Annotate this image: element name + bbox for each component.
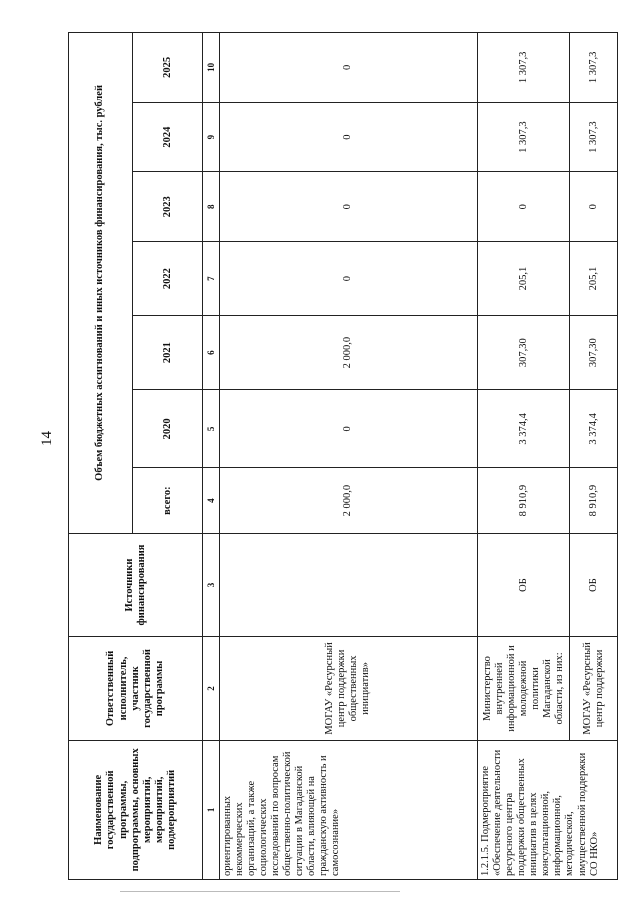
col-number: 2 xyxy=(203,637,220,740)
row-total: 8 910,9 xyxy=(570,468,618,533)
row-total: 2 000,0 xyxy=(219,468,477,533)
row-2022: 205,1 xyxy=(570,242,618,316)
row-2023: 0 xyxy=(570,172,618,242)
row-2024: 1 307,3 xyxy=(570,102,618,172)
table-rotation-wrapper xyxy=(68,32,618,880)
row-2022: 205,1 xyxy=(478,242,570,316)
col-number: 9 xyxy=(203,102,220,172)
header-year-2021: 2021 xyxy=(133,316,203,390)
row-2024: 0 xyxy=(219,102,477,172)
header-source: Источники финансирования xyxy=(69,533,203,636)
header-row-1 xyxy=(69,33,133,880)
row-2020: 3 374,4 xyxy=(570,390,618,468)
header-name: Наименование государственной программы, подпрограммы, основных мероприятий, мероприятий, подмероприятий xyxy=(69,740,203,879)
row-2023: 0 xyxy=(219,172,477,242)
col-number: 3 xyxy=(203,533,220,636)
row-total: 8 910,9 xyxy=(478,468,570,533)
table-row xyxy=(478,33,570,880)
col-number: 5 xyxy=(203,390,220,468)
row-2021: 307,30 xyxy=(478,316,570,390)
row-source: ОБ xyxy=(570,533,618,636)
col-number: 4 xyxy=(203,468,220,533)
header-year-2025: 2025 xyxy=(133,33,203,103)
column-number-row xyxy=(203,33,220,880)
row-2025: 1 307,3 xyxy=(570,33,618,103)
row-2020: 3 374,4 xyxy=(478,390,570,468)
row-2025: 0 xyxy=(219,33,477,103)
header-financing-group: Объем бюджетных ассигнований и иных источников финансирования, тыс. рублей xyxy=(69,33,133,534)
header-executor: Ответственный исполнитель, участник государственной программы xyxy=(69,637,203,740)
header-year-2024: 2024 xyxy=(133,102,203,172)
col-number: 1 xyxy=(203,740,220,879)
header-year-2022: 2022 xyxy=(133,242,203,316)
row-2022: 0 xyxy=(219,242,477,316)
row-2025: 1 307,3 xyxy=(478,33,570,103)
col-number: 8 xyxy=(203,172,220,242)
row-2021: 307,30 xyxy=(570,316,618,390)
row-2020: 0 xyxy=(219,390,477,468)
row-2024: 1 307,3 xyxy=(478,102,570,172)
row-executor: Министерство внутренней информационной и молодежной политики Магаданской области, из них: xyxy=(478,637,570,740)
page-number: 14 xyxy=(39,431,55,446)
col-number: 6 xyxy=(203,316,220,390)
header-total: всего: xyxy=(133,468,203,533)
row-source xyxy=(219,533,477,636)
header-year-2020: 2020 xyxy=(133,390,203,468)
row-executor: МОГАУ «Ресурсный центр поддержки xyxy=(570,637,618,740)
row-source: ОБ xyxy=(478,533,570,636)
col-number: 10 xyxy=(203,33,220,103)
budget-table xyxy=(68,32,618,880)
col-number: 7 xyxy=(203,242,220,316)
table-row xyxy=(219,33,477,880)
row-executor: МОГАУ «Ресурсный центр поддержки общественных инициатив» xyxy=(219,637,477,740)
row-2023: 0 xyxy=(478,172,570,242)
row-name: 1.2.1.5. Подмероприятие «Обеспечение деятельности ресурсного центра поддержки общественных инициатив в целях консультационной, информационной, методической, имущественной поддержки СО НКО» xyxy=(478,740,618,879)
row-2021: 2 000,0 xyxy=(219,316,477,390)
rotated-table-sheet xyxy=(68,32,618,880)
scan-artifact-line xyxy=(120,891,400,892)
row-name: ориентированных некоммерческих организаций, а также социологических исследований по вопросам общественно-политической ситуации в Магаданской области, влияющей на гражданскую активность и самосознание» xyxy=(219,740,477,879)
header-year-2023: 2023 xyxy=(133,172,203,242)
